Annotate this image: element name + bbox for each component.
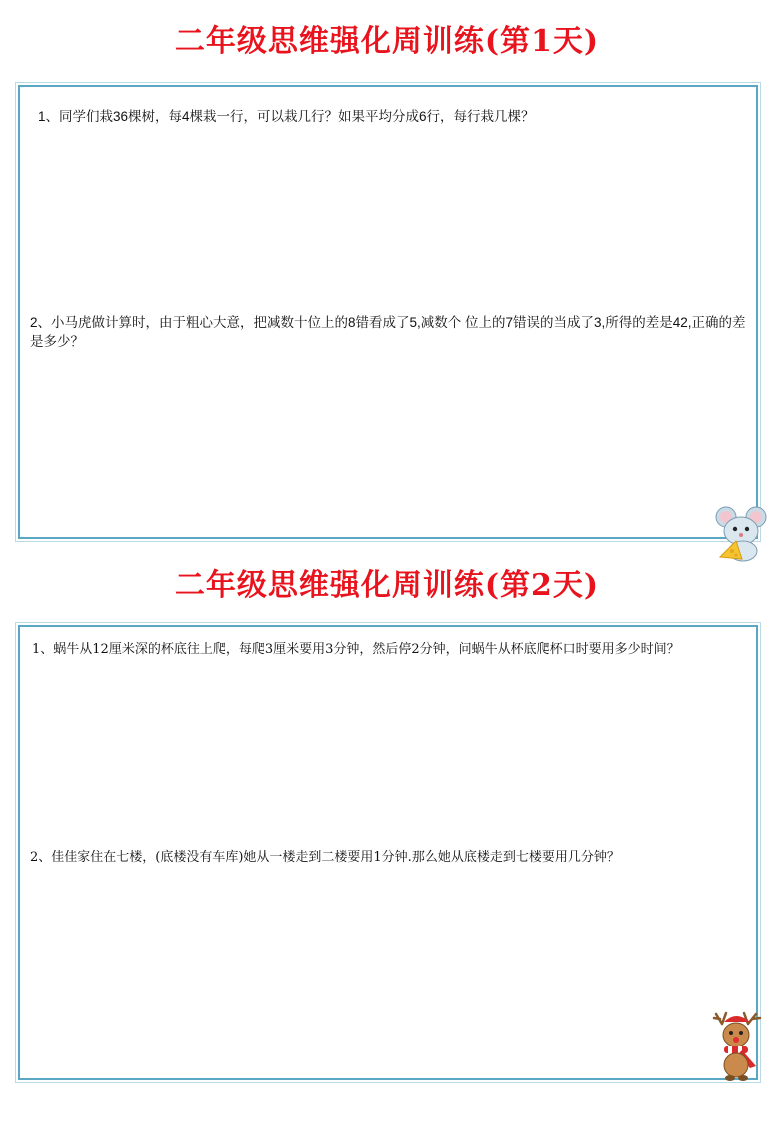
day2-question-2: 2、佳佳家住在七楼，(底楼没有车库)她从一楼走到二楼要用1分钟.那么她从底楼走到七楼要用几分钟？ bbox=[30, 850, 620, 865]
day2-panel bbox=[18, 625, 758, 1080]
day1-panel bbox=[18, 85, 758, 539]
day1-question-1: 1、同学们栽36棵树，每4棵栽一行，可以栽几行？如果平均分成6行，每行栽几棵？ bbox=[38, 109, 535, 124]
day1-question-2: 2、小马虎做计算时，由于粗心大意，把减数十位上的8错看成了5,减数个 位上的7错误的当成了3,所得的差是42,正确的差是多少？ bbox=[30, 315, 746, 349]
day2-question-1: 1、蜗牛从12厘米深的杯底往上爬，每爬3厘米要用3分钟，然后停2分钟，问蜗牛从杯底爬杯口时要用多少时间？ bbox=[32, 642, 680, 657]
day2-title: 二年级思维强化周训练(第2天) bbox=[174, 568, 600, 603]
mouse-cheese-icon bbox=[712, 505, 772, 563]
day1-title: 二年级思维强化周训练(第1天) bbox=[174, 24, 600, 59]
reindeer-icon bbox=[712, 1010, 767, 1082]
